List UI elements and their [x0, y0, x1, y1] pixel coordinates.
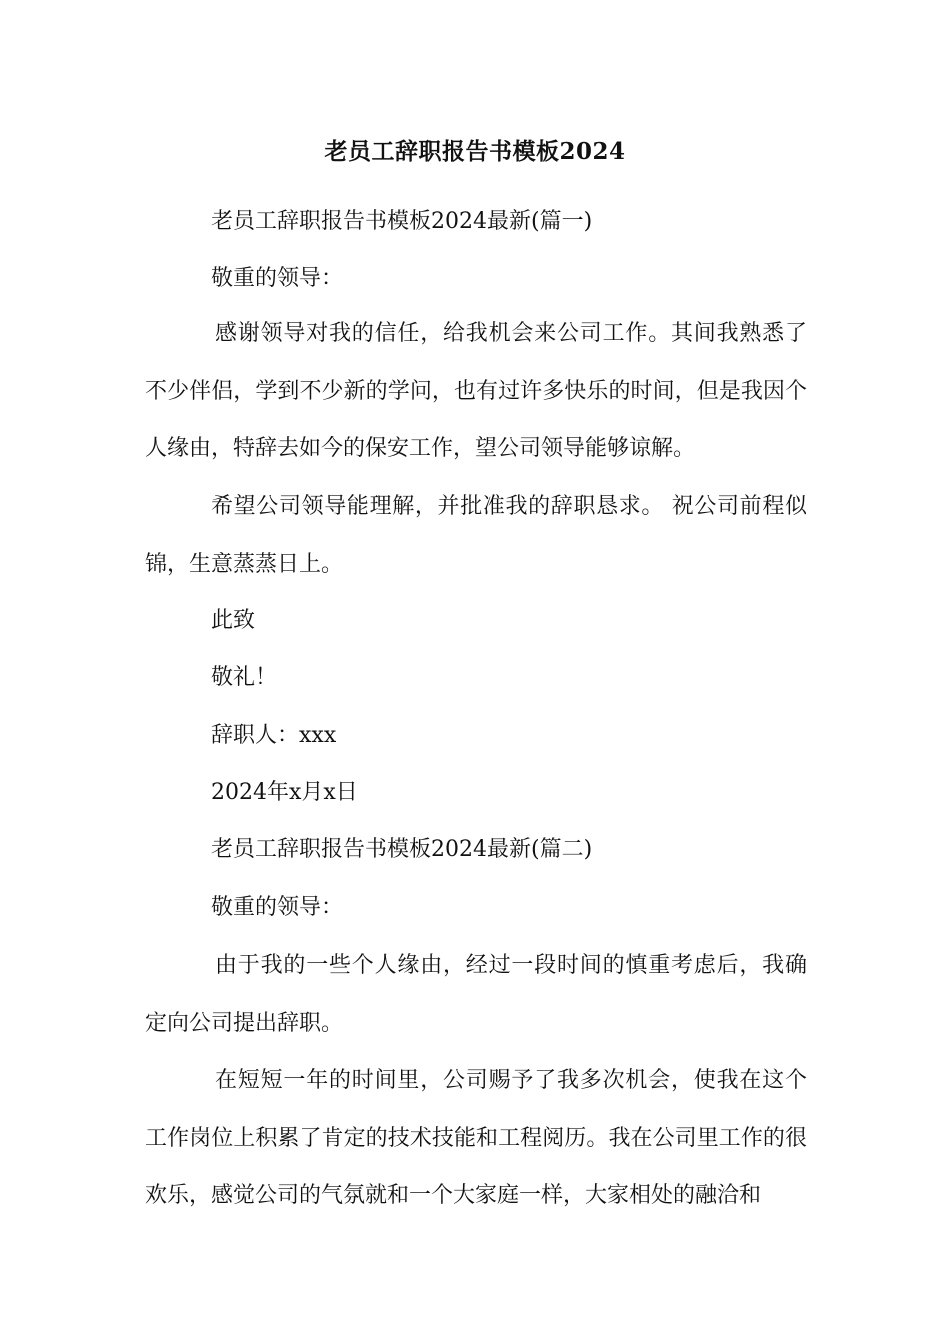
section-1-paragraph-1: 感谢领导对我的信任，给我机会来公司工作。其间我熟悉了不少伴侣，学到不少新的学问，也有过许多快乐的时间，但是我因个人缘由，特辞去如今的保安工作，望公司领导能够谅解。	[145, 321, 807, 461]
closing-ci-zhi: 此致	[211, 608, 256, 633]
section-2-paragraph-2: 在短短一年的时间里，公司赐予了我多次机会，使我在这个工作岗位上积累了肯定的技术技能和工程阅历。我在公司里工作的很欢乐，感觉公司的气氛就和一个大家庭一样，大家相处的融洽和	[145, 1068, 807, 1208]
section-2-heading: 老员工辞职报告书模板2024最新(篇二)	[211, 837, 593, 862]
signature: 辞职人：xxx	[211, 723, 337, 748]
closing-jing-li: 敬礼！	[211, 665, 278, 690]
document-title: 老员工辞职报告书模板2024	[324, 138, 626, 165]
section-1-salutation: 敬重的领导：	[211, 266, 344, 291]
date: 2024年x月x日	[211, 780, 358, 805]
section-2-paragraph-1: 由于我的一些个人缘由，经过一段时间的慎重考虑后，我确定向公司提出辞职。	[145, 953, 807, 1036]
section-2-salutation: 敬重的领导：	[211, 895, 344, 920]
section-1-heading: 老员工辞职报告书模板2024最新(篇一)	[211, 209, 593, 234]
section-1-paragraph-2: 希望公司领导能理解，并批准我的辞职恳求。 祝公司前程似锦，生意蒸蒸日上。	[145, 494, 807, 577]
